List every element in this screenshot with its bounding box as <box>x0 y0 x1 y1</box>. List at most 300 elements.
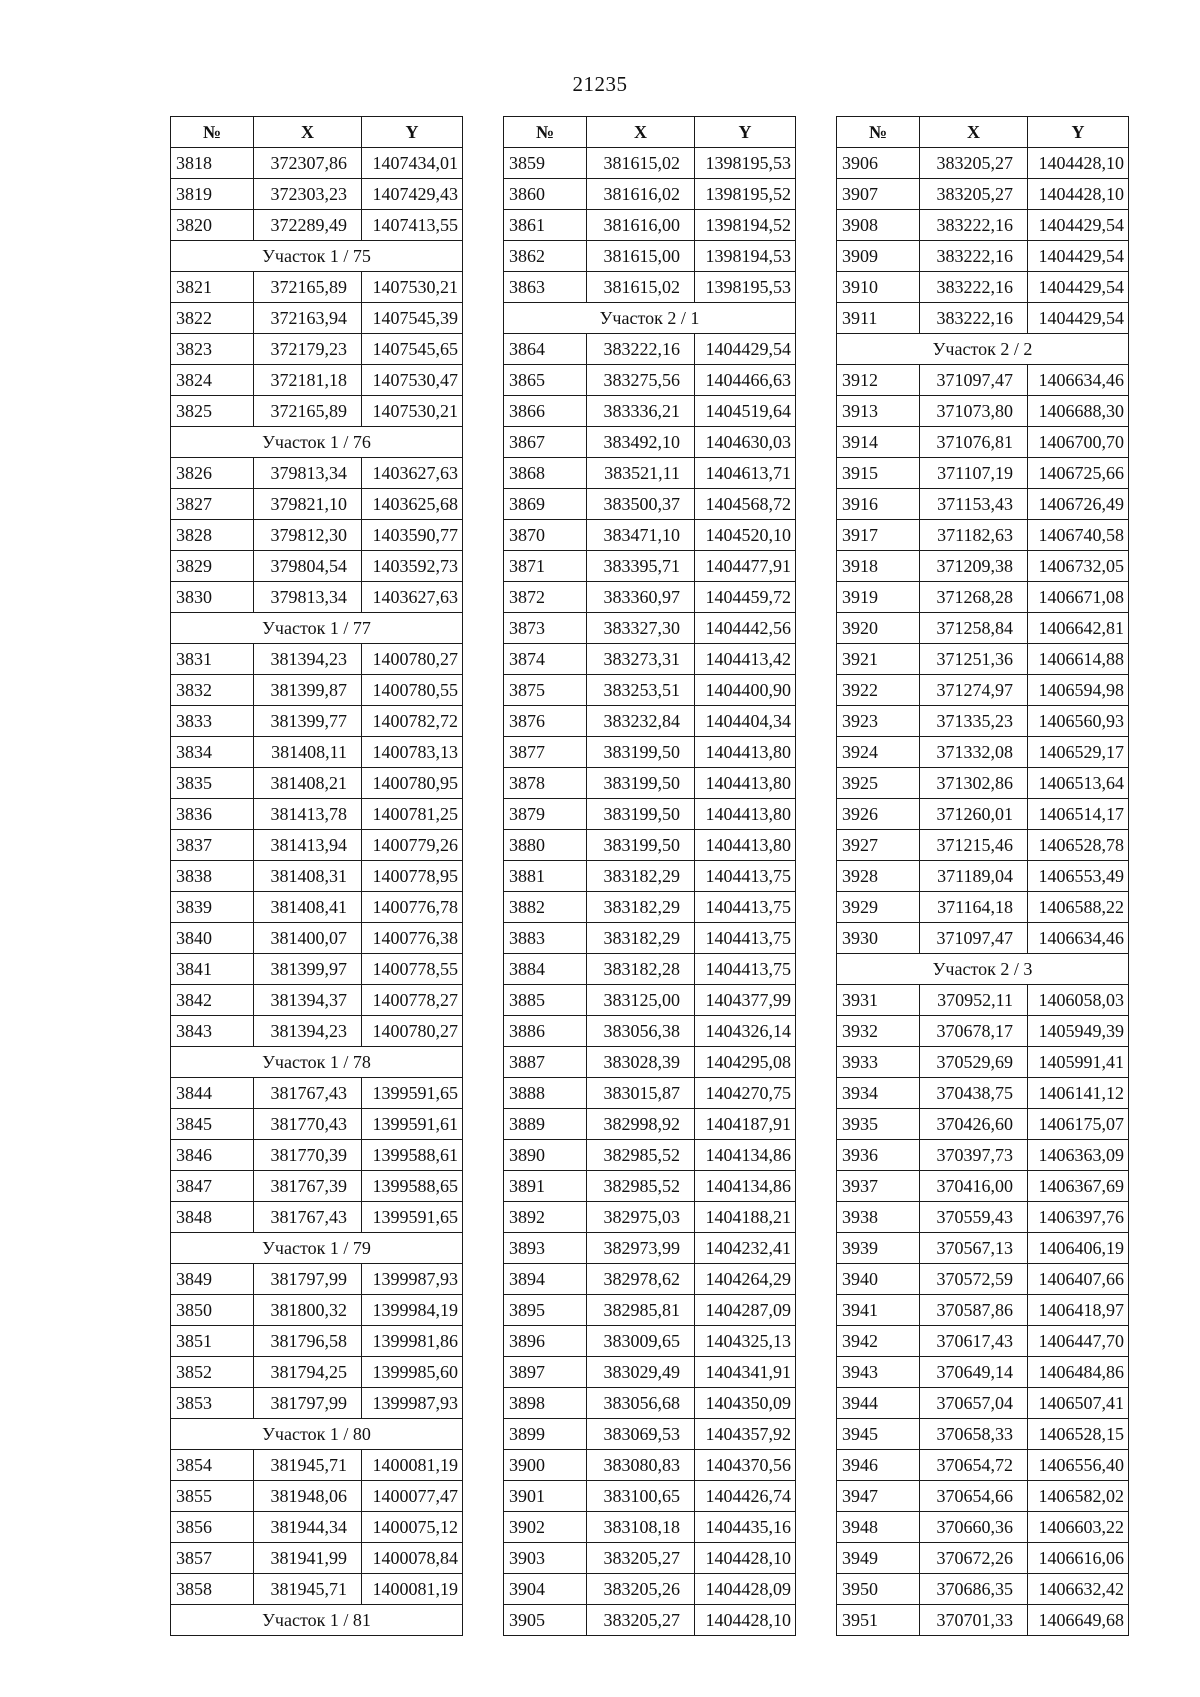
section-header-row <box>171 427 463 458</box>
point-number: 3899 <box>504 1419 587 1450</box>
point-row <box>504 1233 796 1264</box>
section-title: Участок 1 / 78 <box>171 1047 463 1078</box>
point-number: 3851 <box>171 1326 254 1357</box>
y-coordinate: 1406556,40 <box>1028 1450 1129 1481</box>
y-coordinate: 1404568,72 <box>695 489 796 520</box>
y-coordinate: 1404413,75 <box>695 923 796 954</box>
x-coordinate: 381394,23 <box>254 1016 362 1047</box>
point-row <box>504 954 796 985</box>
y-coordinate: 1403625,68 <box>362 489 463 520</box>
y-coordinate: 1403592,73 <box>362 551 463 582</box>
y-coordinate: 1404459,72 <box>695 582 796 613</box>
point-number: 3917 <box>837 520 920 551</box>
y-coordinate: 1400077,47 <box>362 1481 463 1512</box>
point-number: 3822 <box>171 303 254 334</box>
point-row <box>171 1202 463 1233</box>
point-row <box>504 396 796 427</box>
point-row <box>837 892 1129 923</box>
table-header-row <box>837 117 1129 148</box>
point-row <box>837 1233 1129 1264</box>
y-coordinate: 1404466,63 <box>695 365 796 396</box>
x-coordinate: 383108,18 <box>587 1512 695 1543</box>
x-coordinate: 371260,01 <box>920 799 1028 830</box>
section-header-row <box>171 241 463 272</box>
x-coordinate: 383199,50 <box>587 799 695 830</box>
point-row <box>504 923 796 954</box>
y-coordinate: 1404429,54 <box>1028 210 1129 241</box>
y-coordinate: 1406406,19 <box>1028 1233 1129 1264</box>
point-row <box>504 1450 796 1481</box>
y-coordinate: 1404630,03 <box>695 427 796 458</box>
x-coordinate: 371189,04 <box>920 861 1028 892</box>
header-x: X <box>920 117 1028 148</box>
y-coordinate: 1404413,80 <box>695 737 796 768</box>
x-coordinate: 371073,80 <box>920 396 1028 427</box>
x-coordinate: 383232,84 <box>587 706 695 737</box>
point-number: 3923 <box>837 706 920 737</box>
x-coordinate: 382985,52 <box>587 1140 695 1171</box>
point-row <box>171 830 463 861</box>
x-coordinate: 381399,87 <box>254 675 362 706</box>
point-number: 3895 <box>504 1295 587 1326</box>
x-coordinate: 379813,34 <box>254 458 362 489</box>
point-row <box>504 1326 796 1357</box>
point-number: 3874 <box>504 644 587 675</box>
y-coordinate: 1404325,13 <box>695 1326 796 1357</box>
x-coordinate: 383199,50 <box>587 830 695 861</box>
y-coordinate: 1406634,46 <box>1028 365 1129 396</box>
x-coordinate: 371302,86 <box>920 768 1028 799</box>
section-title: Участок 2 / 2 <box>837 334 1129 365</box>
y-coordinate: 1407545,65 <box>362 334 463 365</box>
y-coordinate: 1400783,13 <box>362 737 463 768</box>
point-row <box>504 1481 796 1512</box>
point-number: 3846 <box>171 1140 254 1171</box>
table-header-row <box>504 117 796 148</box>
point-number: 3939 <box>837 1233 920 1264</box>
y-coordinate: 1407530,21 <box>362 272 463 303</box>
point-number: 3882 <box>504 892 587 923</box>
x-coordinate: 383492,10 <box>587 427 695 458</box>
point-number: 3919 <box>837 582 920 613</box>
point-number: 3828 <box>171 520 254 551</box>
x-coordinate: 381615,00 <box>587 241 695 272</box>
point-row <box>837 582 1129 613</box>
point-row <box>504 427 796 458</box>
y-coordinate: 1400776,78 <box>362 892 463 923</box>
point-row <box>837 396 1129 427</box>
point-row <box>504 861 796 892</box>
point-row <box>504 1140 796 1171</box>
x-coordinate: 383500,37 <box>587 489 695 520</box>
point-row <box>171 1481 463 1512</box>
x-coordinate: 381767,43 <box>254 1078 362 1109</box>
x-coordinate: 381413,78 <box>254 799 362 830</box>
point-number: 3862 <box>504 241 587 272</box>
point-number: 3887 <box>504 1047 587 1078</box>
point-row <box>504 675 796 706</box>
x-coordinate: 381616,02 <box>587 179 695 210</box>
point-row <box>504 892 796 923</box>
x-coordinate: 383521,11 <box>587 458 695 489</box>
point-number: 3824 <box>171 365 254 396</box>
point-row <box>171 1264 463 1295</box>
y-coordinate: 1404377,99 <box>695 985 796 1016</box>
x-coordinate: 370660,36 <box>920 1512 1028 1543</box>
y-coordinate: 1404357,92 <box>695 1419 796 1450</box>
point-row <box>837 1202 1129 1233</box>
point-row <box>504 210 796 241</box>
y-coordinate: 1404477,91 <box>695 551 796 582</box>
x-coordinate: 371215,46 <box>920 830 1028 861</box>
point-row <box>171 1078 463 1109</box>
point-row <box>504 1295 796 1326</box>
point-number: 3848 <box>171 1202 254 1233</box>
x-coordinate: 383222,16 <box>587 334 695 365</box>
x-coordinate: 381399,97 <box>254 954 362 985</box>
point-number: 3911 <box>837 303 920 334</box>
y-coordinate: 1406603,22 <box>1028 1512 1129 1543</box>
point-row <box>171 520 463 551</box>
x-coordinate: 381408,11 <box>254 737 362 768</box>
x-coordinate: 370438,75 <box>920 1078 1028 1109</box>
point-row <box>171 737 463 768</box>
y-coordinate: 1407530,47 <box>362 365 463 396</box>
x-coordinate: 379821,10 <box>254 489 362 520</box>
y-coordinate: 1404428,09 <box>695 1574 796 1605</box>
y-coordinate: 1400078,84 <box>362 1543 463 1574</box>
point-number: 3926 <box>837 799 920 830</box>
y-coordinate: 1406141,12 <box>1028 1078 1129 1109</box>
point-row <box>504 458 796 489</box>
point-row <box>504 334 796 365</box>
y-coordinate: 1400778,95 <box>362 861 463 892</box>
x-coordinate: 381948,06 <box>254 1481 362 1512</box>
point-number: 3905 <box>504 1605 587 1636</box>
x-coordinate: 381767,39 <box>254 1171 362 1202</box>
point-row <box>171 1574 463 1605</box>
point-number: 3876 <box>504 706 587 737</box>
point-row <box>504 1574 796 1605</box>
x-coordinate: 383222,16 <box>920 210 1028 241</box>
point-number: 3837 <box>171 830 254 861</box>
point-number: 3924 <box>837 737 920 768</box>
point-number: 3864 <box>504 334 587 365</box>
x-coordinate: 370658,33 <box>920 1419 1028 1450</box>
point-row <box>504 148 796 179</box>
x-coordinate: 370426,60 <box>920 1109 1028 1140</box>
point-row <box>837 985 1129 1016</box>
x-coordinate: 381944,34 <box>254 1512 362 1543</box>
point-number: 3845 <box>171 1109 254 1140</box>
y-coordinate: 1400081,19 <box>362 1450 463 1481</box>
y-coordinate: 1404413,80 <box>695 830 796 861</box>
x-coordinate: 381400,07 <box>254 923 362 954</box>
point-row <box>171 1016 463 1047</box>
x-coordinate: 383199,50 <box>587 768 695 799</box>
point-number: 3878 <box>504 768 587 799</box>
x-coordinate: 381408,41 <box>254 892 362 923</box>
x-coordinate: 370617,43 <box>920 1326 1028 1357</box>
y-coordinate: 1406671,08 <box>1028 582 1129 613</box>
point-number: 3949 <box>837 1543 920 1574</box>
x-coordinate: 383336,21 <box>587 396 695 427</box>
page-number: 21235 <box>572 72 628 96</box>
y-coordinate: 1400075,12 <box>362 1512 463 1543</box>
x-coordinate: 372165,89 <box>254 272 362 303</box>
y-coordinate: 1400081,19 <box>362 1574 463 1605</box>
x-coordinate: 370416,00 <box>920 1171 1028 1202</box>
point-row <box>837 179 1129 210</box>
point-row <box>171 706 463 737</box>
x-coordinate: 382975,03 <box>587 1202 695 1233</box>
point-number: 3893 <box>504 1233 587 1264</box>
x-coordinate: 371182,63 <box>920 520 1028 551</box>
point-row <box>837 1481 1129 1512</box>
y-coordinate: 1404400,90 <box>695 675 796 706</box>
x-coordinate: 372303,23 <box>254 179 362 210</box>
y-coordinate: 1407530,21 <box>362 396 463 427</box>
point-number: 3836 <box>171 799 254 830</box>
point-number: 3826 <box>171 458 254 489</box>
y-coordinate: 1405949,39 <box>1028 1016 1129 1047</box>
x-coordinate: 383069,53 <box>587 1419 695 1450</box>
x-coordinate: 383395,71 <box>587 551 695 582</box>
y-coordinate: 1406058,03 <box>1028 985 1129 1016</box>
point-row <box>171 582 463 613</box>
y-coordinate: 1407413,55 <box>362 210 463 241</box>
section-header-row <box>837 334 1129 365</box>
point-number: 3884 <box>504 954 587 985</box>
point-row <box>504 179 796 210</box>
point-row <box>504 1264 796 1295</box>
x-coordinate: 381945,71 <box>254 1574 362 1605</box>
table-header-row <box>171 117 463 148</box>
x-coordinate: 383125,00 <box>587 985 695 1016</box>
x-coordinate: 370678,17 <box>920 1016 1028 1047</box>
point-number: 3853 <box>171 1388 254 1419</box>
point-number: 3855 <box>171 1481 254 1512</box>
y-coordinate: 1406397,76 <box>1028 1202 1129 1233</box>
x-coordinate: 381408,31 <box>254 861 362 892</box>
y-coordinate: 1406363,09 <box>1028 1140 1129 1171</box>
point-number: 3903 <box>504 1543 587 1574</box>
point-number: 3860 <box>504 179 587 210</box>
point-row <box>837 644 1129 675</box>
section-header-row <box>504 303 796 334</box>
x-coordinate: 370559,43 <box>920 1202 1028 1233</box>
point-number: 3918 <box>837 551 920 582</box>
point-row <box>504 1388 796 1419</box>
point-row <box>171 799 463 830</box>
point-number: 3946 <box>837 1450 920 1481</box>
point-number: 3870 <box>504 520 587 551</box>
header-y: Y <box>1028 117 1129 148</box>
y-coordinate: 1406594,98 <box>1028 675 1129 706</box>
x-coordinate: 382985,52 <box>587 1171 695 1202</box>
point-row <box>171 954 463 985</box>
y-coordinate: 1406507,41 <box>1028 1388 1129 1419</box>
x-coordinate: 381394,23 <box>254 644 362 675</box>
y-coordinate: 1406732,05 <box>1028 551 1129 582</box>
point-number: 3898 <box>504 1388 587 1419</box>
point-number: 3892 <box>504 1202 587 1233</box>
point-number: 3930 <box>837 923 920 954</box>
x-coordinate: 370649,14 <box>920 1357 1028 1388</box>
y-coordinate: 1400776,38 <box>362 923 463 954</box>
point-row <box>171 334 463 365</box>
y-coordinate: 1404326,14 <box>695 1016 796 1047</box>
x-coordinate: 383471,10 <box>587 520 695 551</box>
y-coordinate: 1400779,26 <box>362 830 463 861</box>
section-title: Участок 1 / 75 <box>171 241 463 272</box>
point-number: 3886 <box>504 1016 587 1047</box>
point-row <box>171 1512 463 1543</box>
x-coordinate: 381408,21 <box>254 768 362 799</box>
y-coordinate: 1404350,09 <box>695 1388 796 1419</box>
point-number: 3856 <box>171 1512 254 1543</box>
point-row <box>504 1109 796 1140</box>
x-coordinate: 371274,97 <box>920 675 1028 706</box>
x-coordinate: 383029,49 <box>587 1357 695 1388</box>
x-coordinate: 383205,27 <box>920 148 1028 179</box>
section-header-row <box>171 1419 463 1450</box>
point-row <box>837 272 1129 303</box>
y-coordinate: 1400781,25 <box>362 799 463 830</box>
point-row <box>171 210 463 241</box>
y-coordinate: 1406725,66 <box>1028 458 1129 489</box>
point-number: 3904 <box>504 1574 587 1605</box>
point-row <box>504 272 796 303</box>
y-coordinate: 1404428,10 <box>1028 148 1129 179</box>
point-row <box>837 1419 1129 1450</box>
point-row <box>171 861 463 892</box>
point-row <box>171 1543 463 1574</box>
y-coordinate: 1406700,70 <box>1028 427 1129 458</box>
x-coordinate: 383182,28 <box>587 954 695 985</box>
section-title: Участок 1 / 77 <box>171 613 463 644</box>
section-title: Участок 2 / 1 <box>504 303 796 334</box>
point-row <box>837 737 1129 768</box>
point-row <box>837 551 1129 582</box>
y-coordinate: 1404435,16 <box>695 1512 796 1543</box>
point-number: 3883 <box>504 923 587 954</box>
x-coordinate: 371097,47 <box>920 923 1028 954</box>
point-number: 3827 <box>171 489 254 520</box>
point-row <box>837 1543 1129 1574</box>
x-coordinate: 370397,73 <box>920 1140 1028 1171</box>
point-row <box>171 1295 463 1326</box>
point-row <box>504 706 796 737</box>
point-row <box>837 1512 1129 1543</box>
section-title: Участок 1 / 79 <box>171 1233 463 1264</box>
y-coordinate: 1403627,63 <box>362 582 463 613</box>
point-row <box>504 520 796 551</box>
x-coordinate: 381797,99 <box>254 1264 362 1295</box>
point-row <box>171 148 463 179</box>
y-coordinate: 1406634,46 <box>1028 923 1129 954</box>
y-coordinate: 1400780,27 <box>362 1016 463 1047</box>
x-coordinate: 370529,69 <box>920 1047 1028 1078</box>
point-number: 3933 <box>837 1047 920 1078</box>
point-number: 3925 <box>837 768 920 799</box>
x-coordinate: 381945,71 <box>254 1450 362 1481</box>
point-number: 3843 <box>171 1016 254 1047</box>
point-row <box>171 272 463 303</box>
x-coordinate: 379813,34 <box>254 582 362 613</box>
point-number: 3865 <box>504 365 587 396</box>
point-number: 3861 <box>504 210 587 241</box>
x-coordinate: 382978,62 <box>587 1264 695 1295</box>
point-number: 3850 <box>171 1295 254 1326</box>
x-coordinate: 383182,29 <box>587 861 695 892</box>
y-coordinate: 1404264,29 <box>695 1264 796 1295</box>
point-number: 3888 <box>504 1078 587 1109</box>
x-coordinate: 372165,89 <box>254 396 362 427</box>
y-coordinate: 1405991,41 <box>1028 1047 1129 1078</box>
x-coordinate: 382998,92 <box>587 1109 695 1140</box>
point-number: 3872 <box>504 582 587 613</box>
point-number: 3877 <box>504 737 587 768</box>
y-coordinate: 1399984,19 <box>362 1295 463 1326</box>
x-coordinate: 383199,50 <box>587 737 695 768</box>
section-title: Участок 2 / 3 <box>837 954 1129 985</box>
y-coordinate: 1404404,34 <box>695 706 796 737</box>
point-number: 3832 <box>171 675 254 706</box>
x-coordinate: 371076,81 <box>920 427 1028 458</box>
y-coordinate: 1406528,78 <box>1028 830 1129 861</box>
x-coordinate: 370654,72 <box>920 1450 1028 1481</box>
y-coordinate: 1399985,60 <box>362 1357 463 1388</box>
point-number: 3927 <box>837 830 920 861</box>
point-row <box>171 892 463 923</box>
point-number: 3871 <box>504 551 587 582</box>
point-number: 3940 <box>837 1264 920 1295</box>
x-coordinate: 381394,37 <box>254 985 362 1016</box>
x-coordinate: 371097,47 <box>920 365 1028 396</box>
point-row <box>837 303 1129 334</box>
x-coordinate: 370672,26 <box>920 1543 1028 1574</box>
y-coordinate: 1406740,58 <box>1028 520 1129 551</box>
point-row <box>837 613 1129 644</box>
point-row <box>837 1109 1129 1140</box>
x-coordinate: 371107,19 <box>920 458 1028 489</box>
y-coordinate: 1404413,42 <box>695 644 796 675</box>
point-number: 3869 <box>504 489 587 520</box>
y-coordinate: 1400778,27 <box>362 985 463 1016</box>
point-number: 3818 <box>171 148 254 179</box>
y-coordinate: 1404341,91 <box>695 1357 796 1388</box>
point-row <box>171 1109 463 1140</box>
x-coordinate: 372181,18 <box>254 365 362 396</box>
x-coordinate: 383253,51 <box>587 675 695 706</box>
x-coordinate: 383205,26 <box>587 1574 695 1605</box>
point-row <box>171 985 463 1016</box>
y-coordinate: 1404287,09 <box>695 1295 796 1326</box>
y-coordinate: 1404428,10 <box>695 1543 796 1574</box>
point-row <box>837 427 1129 458</box>
point-number: 3942 <box>837 1326 920 1357</box>
point-row <box>837 1605 1129 1636</box>
point-row <box>504 1357 796 1388</box>
point-number: 3931 <box>837 985 920 1016</box>
x-coordinate: 383205,27 <box>587 1605 695 1636</box>
point-number: 3906 <box>837 148 920 179</box>
y-coordinate: 1406484,86 <box>1028 1357 1129 1388</box>
x-coordinate: 371251,36 <box>920 644 1028 675</box>
point-row <box>837 1388 1129 1419</box>
point-number: 3841 <box>171 954 254 985</box>
